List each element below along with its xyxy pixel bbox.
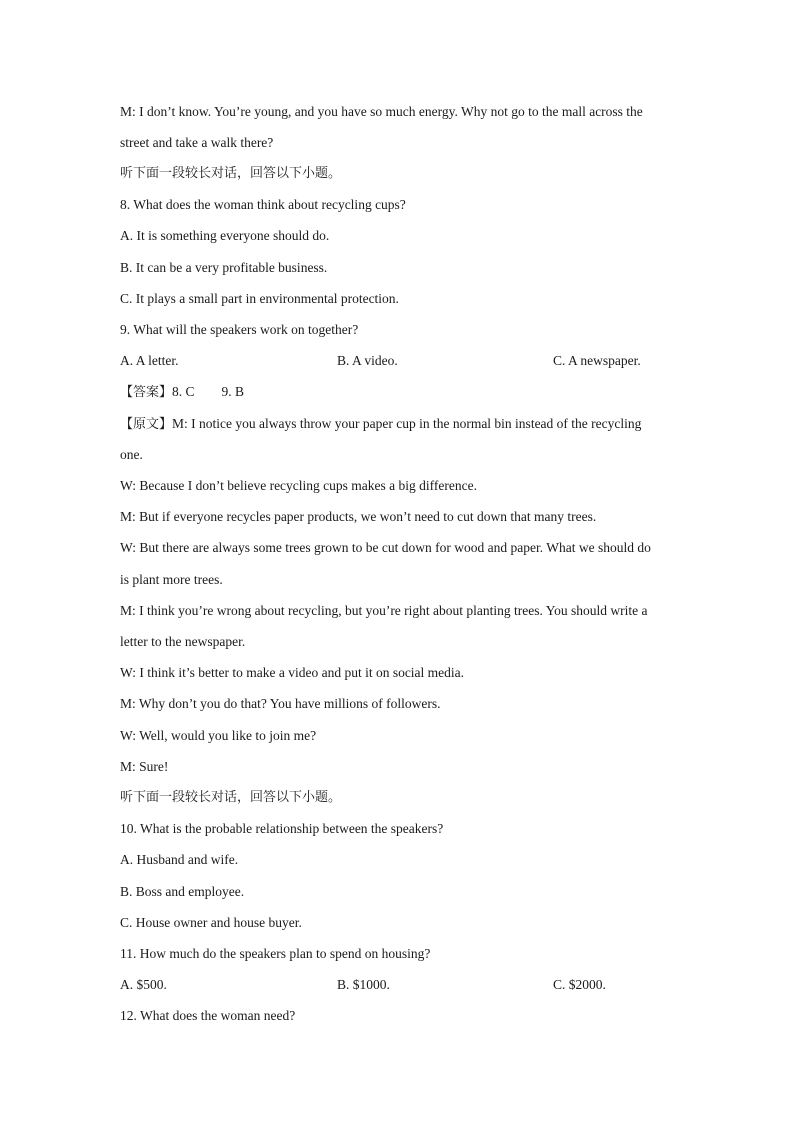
dialogue-line: M: But if everyone recycles paper products, we won’t need to cut down that many trees. [120,509,597,524]
q11-option-a: A. $500. [120,977,167,992]
dialogue-line: W: But there are always some trees grown to be cut down for wood and paper. What we should do [120,540,651,555]
q10-option-b: B. Boss and employee. [120,884,245,899]
question-12: 12. What does the woman need? [120,1008,296,1023]
original-row [120,416,641,433]
dialogue-line: M: Sure! [120,759,169,774]
q11-option-c: C. $2000. [553,977,606,992]
dialogue-line: M: I notice you always throw your paper cup in the normal bin instead of the recycling [172,416,642,431]
dialogue-line: M: Why don’t you do that? You have millions of followers. [120,696,441,711]
dialogue-line: one. [120,447,143,462]
section-instruction: 听下面一段较长对话，回答以下小题。 [120,166,342,181]
dialogue-line: M: I think you’re wrong about recycling, but you’re right about planting trees. You should write a [120,603,648,618]
q9-option-a: A. A letter. [120,353,179,368]
q8-option-c: C. It plays a small part in environmental protection. [120,291,399,306]
question-10: 10. What is the probable relationship between the speakers? [120,821,444,836]
q10-option-c: C. House owner and house buyer. [120,915,302,930]
dialogue-line: is plant more trees. [120,572,223,587]
dialogue-line: W: I think it’s better to make a video and put it on social media. [120,665,465,680]
question-8: 8. What does the woman think about recycling cups? [120,197,406,212]
answer-label: 【答案】 [120,385,173,400]
q9-option-c: C. A newspaper. [553,353,641,368]
answer-text: 8. C 9. B [172,384,245,399]
q10-option-a: A. Husband and wife. [120,852,239,867]
dialogue-line: W: Well, would you like to join me? [120,728,317,743]
dialogue-line: letter to the newspaper. [120,634,246,649]
dialogue-line: street and take a walk there? [120,135,274,150]
question-11: 11. How much do the speakers plan to spend on housing? [120,946,431,961]
q11-option-b: B. $1000. [337,977,390,992]
dialogue-line: M: I don’t know. You’re young, and you have so much energy. Why not go to the mall across the [120,104,643,119]
section-instruction: 听下面一段较长对话，回答以下小题。 [120,790,342,805]
answer-row [120,384,244,401]
dialogue-line: W: Because I don’t believe recycling cups makes a big difference. [120,478,477,493]
q9-option-b: B. A video. [337,353,398,368]
q8-option-a: A. It is something everyone should do. [120,228,330,243]
question-9: 9. What will the speakers work on together? [120,322,359,337]
original-label: 【原文】 [120,417,173,432]
q8-option-b: B. It can be a very profitable business. [120,260,328,275]
